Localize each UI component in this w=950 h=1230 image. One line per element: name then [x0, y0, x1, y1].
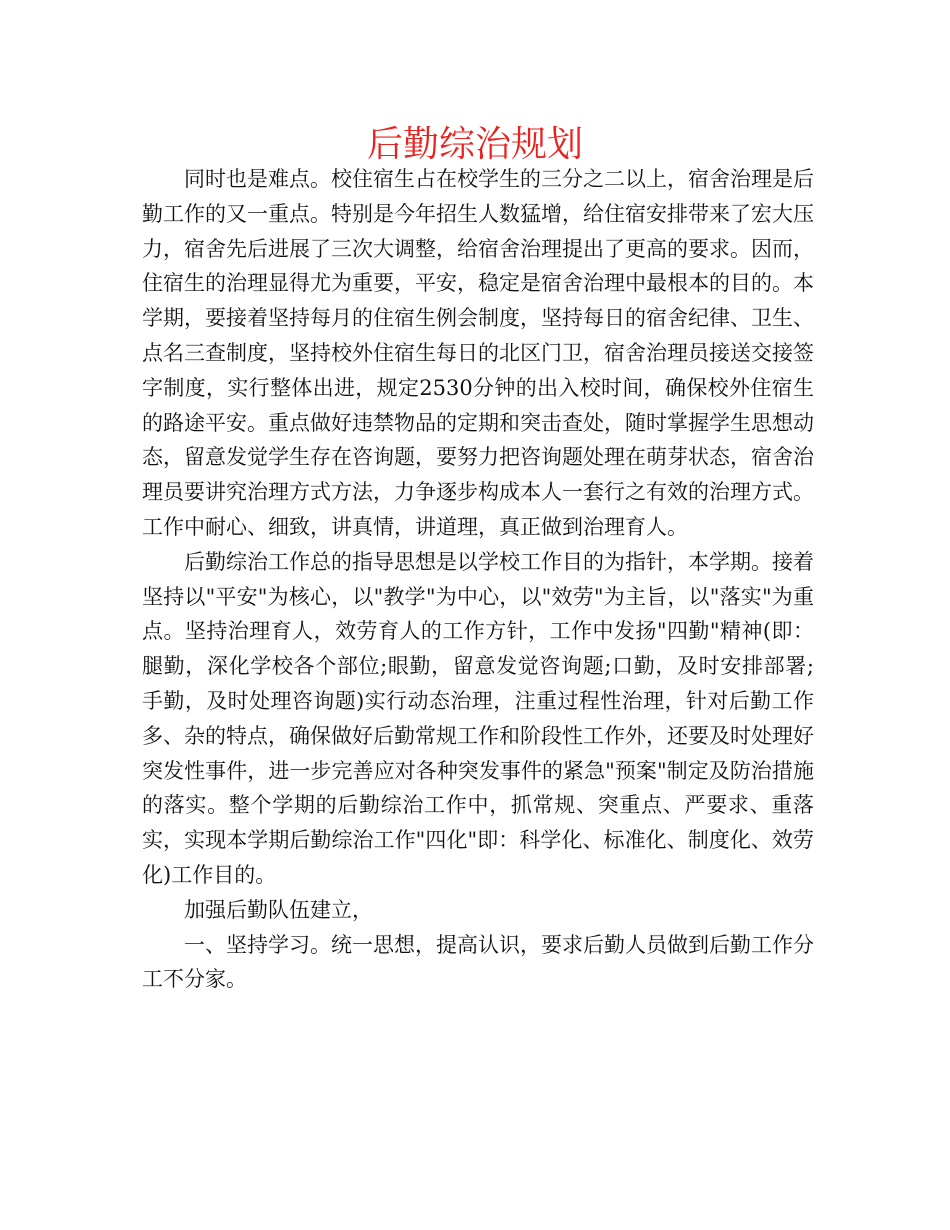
paragraph-1: 同时也是难点。校住宿生占在校学生的三分之二以上，宿舍治理是后勤工作的又一重点。特别是今年招生人数猛增，给住宿安排带来了宏大压力，宿舍先后进展了三次大调整，给宿舍治理提出了更高的要求。因而，住宿生的治理显得尤为重要，平安，稳定是宿舍治理中最根本的目的。本学期，要接着坚持每月的住宿生例会制度，坚持每日的宿舍纪律、卫生、点名三查制度，坚持校外住宿生每日的北区门卫，宿舍治理员接送交接签字制度，实行整体出进，规定2530分钟的出入校时间，确保校外住宿生的路途平安。重点做好违禁物品的定期和突击查处，随时掌握学生思想动态，留意发觉学生存在咨询题，要努力把咨询题处理在萌芽状态，宿舍治理员要讲究治理方式方法，力争逐步构成本人一套行之有效的治理方式。工作中耐心、细致，讲真情，讲道理，真正做到治理育人。 [142, 167, 814, 539]
document-body [142, 162, 814, 997]
document-title: 后勤综治规划 [366, 124, 583, 165]
paragraph-3: 加强后勤队伍建立， [184, 897, 373, 922]
paragraph-4: 一、坚持学习。统一思想，提高认识，要求后勤人员做到后勤工作分工不分家。 [142, 932, 814, 992]
paragraph-2: 后勤综治工作总的指导思想是以学校工作目的为指针，本学期。接着坚持以"平安"为核心，以"教学"为中心，以"效劳"为主旨，以"落实"为重点。坚持治理育人，效劳育人的工作方针，工作中发扬"四勤"精神(即：腿勤，深化学校各个部位;眼勤，留意发觉咨询题;口勤，及时安排部署;手勤，及时处理咨询题)实行动态治理，注重过程性治理，针对后勤工作多、杂的特点，确保做好后勤常规工作和阶段性工作外，还要及时处理好突发性事件，进一步完善应对各种突发事件的紧急"预案"制定及防治措施的落实。整个学期的后勤综治工作中，抓常规、突重点、严要求、重落实，实现本学期后勤综治工作"四化"即：科学化、标准化、制度化、效劳化)工作目的。 [142, 549, 814, 887]
